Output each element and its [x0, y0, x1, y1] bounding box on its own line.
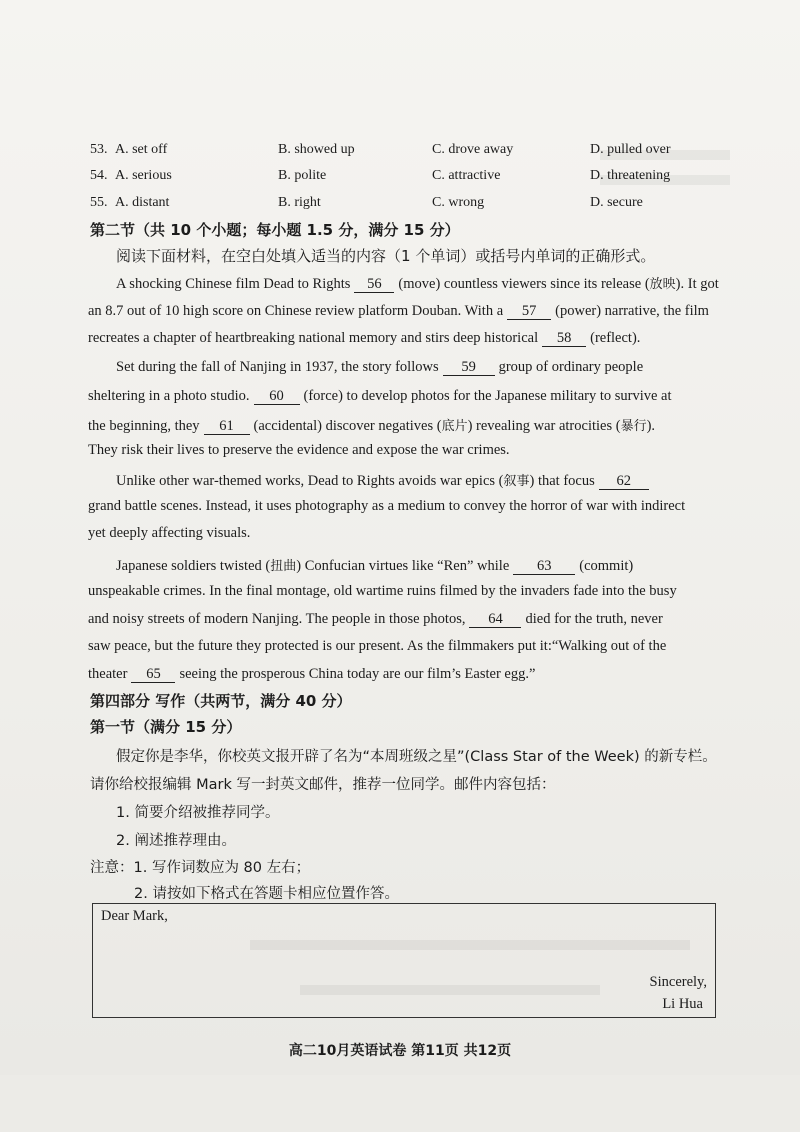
- passage-line: the beginning, they 61 (accidental) discover negatives (底片) revealing war atrocities (暴行).: [88, 418, 656, 434]
- email-closing: Sincerely,: [649, 974, 707, 990]
- passage-line: recreates a chapter of heartbreaking national memory and stirs deep historical 58 (reflect).: [88, 330, 641, 346]
- writing-prompt: 请你给校报编辑 Mark 写一封英文邮件，推荐一位同学。邮件内容包括：: [90, 777, 556, 793]
- option-b: B. right: [278, 195, 321, 210]
- blank-60[interactable]: 60: [254, 388, 300, 405]
- writing-prompt: 假定你是李华，你校英文报开辟了名为“本周班级之星”(Class Star of the Week) 的新专栏。: [116, 749, 717, 765]
- option-c: C. wrong: [432, 195, 485, 210]
- passage-line: Unlike other war-themed works, Dead to Rights avoids war epics (叙事) that focus 62: [116, 470, 760, 490]
- page-footer: 高二10月英语试卷 第11页 共12页: [288, 1043, 512, 1059]
- blank-56[interactable]: 56: [354, 276, 394, 293]
- passage-line: grand battle scenes. Instead, it uses photography as a medium to convey the horror of war with indirect: [88, 498, 686, 514]
- option-a: A. set off: [115, 142, 168, 157]
- passage-line: theater 65 seeing the prosperous China today are our film’s Easter egg.”: [88, 666, 536, 682]
- option-d: D. secure: [590, 195, 643, 210]
- option-b: B. showed up: [278, 142, 355, 157]
- passage-line: an 8.7 out of 10 high score on Chinese review platform Douban. With a 57 (power) narrative, the film: [88, 303, 709, 319]
- prompt-item: 1. 简要介绍被推荐同学。: [116, 805, 280, 821]
- option-a: A. serious: [115, 168, 172, 183]
- passage-line: They risk their lives to preserve the evidence and expose the war crimes.: [88, 442, 510, 458]
- option-c: C. drove away: [432, 142, 514, 157]
- blank-57[interactable]: 57: [507, 303, 551, 320]
- note: 2. 请按如下格式在答题卡相应位置作答。: [134, 886, 399, 902]
- question-number: 55.: [90, 195, 108, 210]
- option-d: D. threatening: [590, 168, 671, 183]
- blank-65[interactable]: 65: [131, 666, 175, 683]
- passage-line: Japanese soldiers twisted (扭曲) Confucian virtues like “Ren” while 63 (commit): [116, 558, 634, 574]
- section-title: 第二节（共 10 个小题；每小题 1.5 分，满分 15 分）: [90, 221, 460, 239]
- email-signature: Li Hua: [662, 996, 703, 1012]
- part-title: 第四部分 写作（共两节，满分 40 分）: [90, 692, 352, 710]
- section-instruction: 阅读下面材料，在空白处填入适当的内容（1 个单词）或括号内单词的正确形式。: [116, 247, 656, 265]
- option-row-54: [90, 168, 710, 192]
- passage-line: and noisy streets of modern Nanjing. The people in those photos, 64 died for the truth, never: [88, 611, 663, 627]
- question-number: 53.: [90, 142, 108, 157]
- passage-line: A shocking Chinese film Dead to Rights 56 (move) countless viewers since its release (放映). It got: [116, 276, 719, 292]
- option-a: A. distant: [115, 195, 170, 210]
- option-row-55: [90, 195, 710, 219]
- prompt-item: 2. 阐述推荐理由。: [116, 833, 236, 849]
- blank-63[interactable]: 63: [513, 558, 575, 575]
- option-c: C. attractive: [432, 168, 501, 183]
- option-row-53: [90, 142, 710, 166]
- question-number: 54.: [90, 168, 108, 183]
- subsection-title: 第一节（满分 15 分）: [90, 718, 242, 736]
- option-b: B. polite: [278, 168, 327, 183]
- blank-59[interactable]: 59: [443, 359, 495, 376]
- passage-line: saw peace, but the future they protected is our present. As the filmmakers put it:“Walking out of the: [88, 638, 667, 654]
- passage-line: Set during the fall of Nanjing in 1937, the story follows 59 group of ordinary people: [116, 359, 644, 375]
- blank-61[interactable]: 61: [204, 418, 250, 435]
- blank-58[interactable]: 58: [542, 330, 586, 347]
- blank-64[interactable]: 64: [469, 611, 521, 628]
- scan-bottom-band: [0, 1075, 800, 1132]
- answer-email-box[interactable]: [92, 903, 716, 1018]
- option-d: D. pulled over: [590, 142, 671, 157]
- blank-62[interactable]: 62: [599, 473, 649, 490]
- note: 注意：1. 写作词数应为 80 左右；: [90, 860, 311, 876]
- passage-line: yet deeply affecting visuals.: [88, 525, 251, 541]
- passage-line: sheltering in a photo studio. 60 (force) to develop photos for the Japanese military to survive at: [88, 388, 672, 404]
- email-greeting: Dear Mark,: [101, 908, 168, 924]
- passage-line: unspeakable crimes. In the final montage, old wartime ruins filmed by the invaders fade into the busy: [88, 583, 677, 599]
